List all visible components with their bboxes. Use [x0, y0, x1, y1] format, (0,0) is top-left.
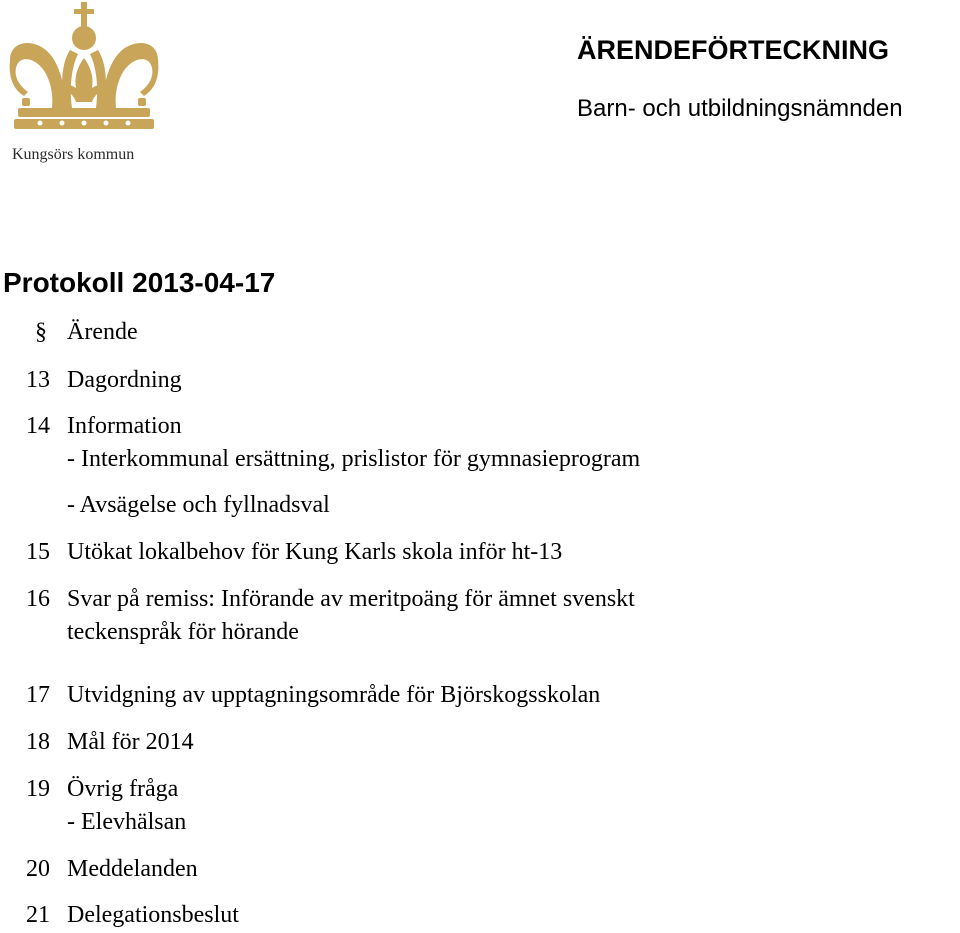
item-number: 14 — [26, 413, 50, 439]
item-title: Utökat lokalbehov för Kung Karls skola inför ht-13 — [67, 539, 563, 565]
item-title: Utvidgning av upptagningsområde för Björskogsskolan — [67, 682, 601, 708]
item-subline: teckenspråk för hörande — [67, 619, 299, 645]
protocol-title: Protokoll 2013-04-17 — [3, 267, 276, 298]
item-title: Dagordning — [67, 367, 182, 393]
column-header-title: Ärende — [67, 319, 138, 345]
item-title: Delegationsbeslut — [67, 902, 239, 928]
item-number: 17 — [26, 682, 50, 708]
item-subline: - Avsägelse och fyllnadsval — [67, 492, 330, 518]
item-title: Meddelanden — [67, 856, 198, 882]
municipality-name: Kungsörs kommun — [12, 146, 135, 163]
item-number: 15 — [26, 539, 50, 565]
item-title: Övrig fråga — [67, 776, 179, 802]
committee-name: Barn- och utbildningsnämnden — [577, 95, 903, 122]
item-subline: - Elevhälsan — [67, 809, 187, 835]
item-title: Svar på remiss: Införande av meritpoäng för ämnet svenskt — [67, 586, 635, 612]
item-title: Mål för 2014 — [67, 729, 194, 755]
item-number: 18 — [26, 729, 50, 755]
item-number: 16 — [26, 586, 50, 612]
item-number: 13 — [26, 367, 50, 393]
item-number: 19 — [26, 776, 50, 802]
item-title: Information — [67, 413, 182, 439]
paragraph-symbol: § — [35, 319, 47, 345]
item-subline: - Interkommunal ersättning, prislistor för gymnasieprogram — [67, 446, 641, 472]
document-title: ÄRENDEFÖRTECKNING — [577, 35, 890, 65]
item-number: 20 — [26, 856, 50, 882]
item-number: 21 — [26, 902, 50, 928]
kungsor-crown-logo — [4, 0, 160, 170]
